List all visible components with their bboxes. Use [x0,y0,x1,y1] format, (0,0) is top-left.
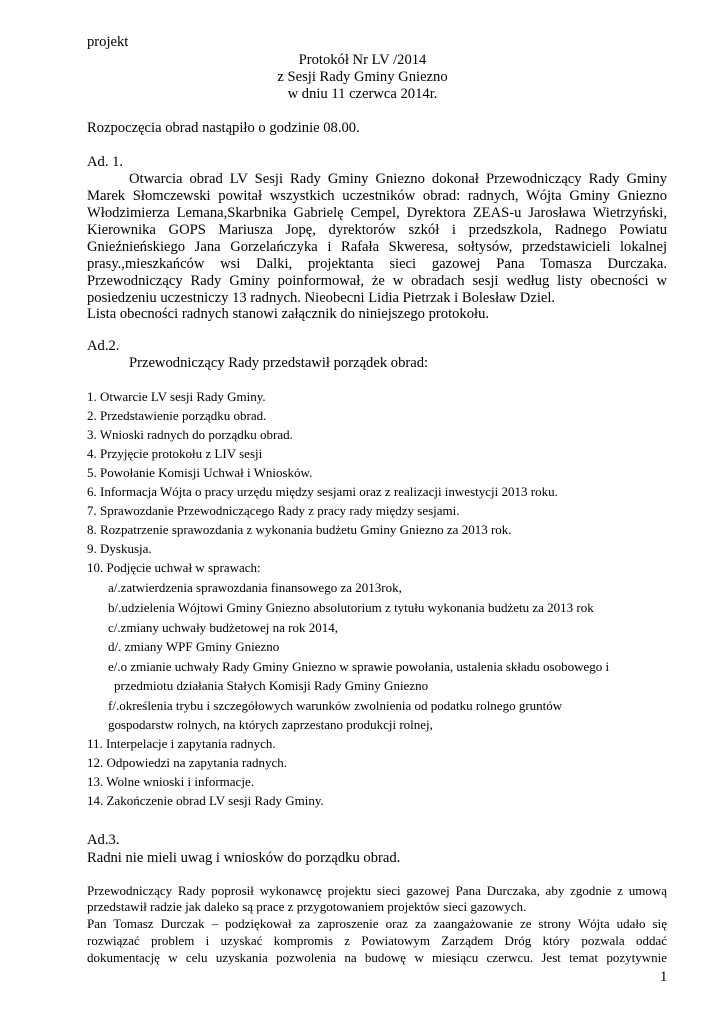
agenda-subitem: przedmiotu działania Stałych Komisji Rady Gminy Gniezno [114,678,429,693]
agenda-subitem: c/.zmiany uchwały budżetowej na rok 2014, [108,620,338,635]
agenda-item: 13. Wolne wnioski i informacje. [87,774,254,789]
ad3-line: Radni nie mieli uwag i wniosków do porządku obrad. [87,850,401,866]
ad3-heading: Ad.3. [87,832,120,848]
agenda-item: 8. Rozpatrzenie sprawozdania z wykonania budżetu Gminy Gniezno za 2013 rok. [87,522,512,537]
ad1-line: Kierownika GOPS Mariusza Jopę, dyrektorów szkół i przedszkola, Radnego Powiatu [87,222,667,238]
agenda-item: 2. Przedstawienie porządku obrad. [87,408,267,423]
agenda-subitem: a/.zatwierdzenia sprawozdania finansowego za 2013rok, [108,580,402,595]
agenda-item: 9. Dyskusja. [87,541,152,556]
agenda-subitem: gospodarstw rolnych, na których zaprzestano produkcji rolnej, [108,717,433,732]
agenda-item: 4. Przyjęcie protokołu z LIV sesji [87,446,263,461]
ad1-line: Lista obecności radnych stanowi załącznik do niniejszego protokołu. [87,306,490,322]
ad3-paragraph-line: dokumentację w celu uzyskania pozwolenia na budowę w miesiącu czerwcu. Jest temat pozytywnie [87,950,667,965]
agenda-item: 10. Podjęcie uchwał w sprawach: [87,560,261,575]
ad1-line: Włodzimierza Lemana,Skarbnika Gabrielę Cempel, Dyrektora ZEAS-u Jarosława Wietrzyński, [87,205,667,221]
ad3-paragraph-line: przedstawił radzie jak daleko są prace z przygotowaniem projektów sieci gazowych. [87,899,527,914]
protocol-subtitle: z Sesji Rady Gminy Gniezno [277,69,448,85]
agenda-item: 6. Informacja Wójta o pracy urzędu między sesjami oraz z realizacji inwestycji 2013 roku. [87,484,558,499]
ad2-heading: Ad.2. [87,338,120,354]
agenda-item: 7. Sprawozdanie Przewodniczącego Rady z pracy rady między sesjami. [87,503,460,518]
ad1-line: prasy.,mieszkańców wsi Dalki, projektanta sieci gazowej Pana Tomasza Durczaka. [87,256,667,272]
protocol-title: Protokół Nr LV /2014 [298,52,427,68]
agenda-subitem: e/.o zmianie uchwały Rady Gminy Gniezno w sprawie powołania, ustalenia składu osobowego i [108,659,610,674]
agenda-subitem: d/. zmiany WPF Gminy Gniezno [108,639,280,654]
session-start-text: Rozpoczęcia obrad nastąpiło o godzinie 08.00. [87,120,360,136]
ad3-paragraph-line: Pan Tomasz Durczak – podziękował za zaproszenie oraz za zaangażowanie ze strony Wójta udało się [87,916,667,931]
ad3-paragraph-line: rozwiązać problem i uzyskać kompromis z Powiatowym Zarządem Dróg który pozwala oddać [87,933,667,948]
ad1-line: Otwarcia obrad LV Sesji Rady Gminy Gniezno dokonał Przewodniczący Rady Gminy [129,171,667,187]
ad1-line: Gnieźnieńskiego Jana Gorzelańczyka i Rafała Skweresa, sołtysów, przedstawicieli lokalnej [87,239,667,255]
ad2-intro: Przewodniczący Rady przedstawił porządek obrad: [129,355,429,371]
ad1-line: posiedzeniu uczestniczy 13 radnych. Nieobecni Lidia Pietrzak i Bolesław Dziel. [87,290,556,306]
draft-label: projekt [87,34,129,50]
agenda-item: 1. Otwarcie LV sesji Rady Gminy. [87,389,266,404]
ad1-line: Marek Słomczewski powitał wszystkich uczestników obrad: radnych, Wójta Gminy Gniezno [87,188,667,204]
ad1-line: Przewodniczący Rady Gminy poinformował, że w obradach sesji według listy obecności w [87,273,667,289]
agenda-subitem: f/.określenia trybu i szczegółowych warunków zwolnienia od podatku rolnego gruntów [108,698,563,713]
ad1-heading: Ad. 1. [87,154,124,170]
agenda-item: 12. Odpowiedzi na zapytania radnych. [87,755,287,770]
agenda-item: 3. Wnioski radnych do porządku obrad. [87,427,293,442]
protocol-date: w dniu 11 czerwca 2014r. [287,86,438,102]
ad3-paragraph-line: Przewodniczący Rady poprosił wykonawcę projektu sieci gazowej Pana Durczaka, aby zgodnie z umową [87,883,667,898]
agenda-item: 14. Zakończenie obrad LV sesji Rady Gminy. [87,793,324,808]
page-number: 1 [660,969,668,985]
agenda-item: 11. Interpelacje i zapytania radnych. [87,736,276,751]
agenda-item: 5. Powołanie Komisji Uchwał i Wniosków. [87,465,313,480]
agenda-subitem: b/.udzielenia Wójtowi Gminy Gniezno absolutorium z tytułu wykonania budżetu za 2013 rok [108,600,594,615]
